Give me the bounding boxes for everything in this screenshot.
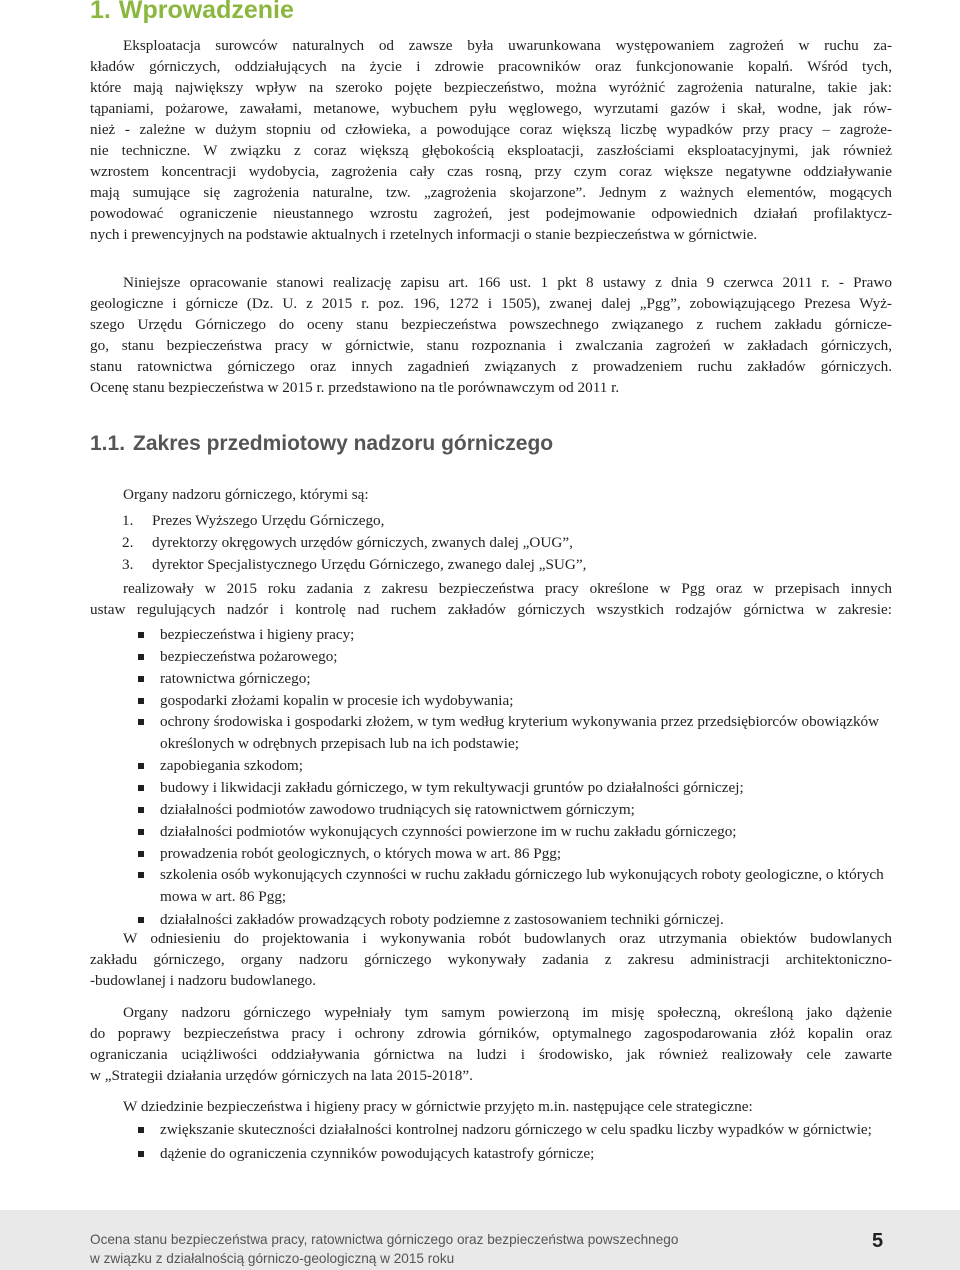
item-text: Prezes Wyższego Urzędu Górniczego, <box>152 512 385 529</box>
text-line: ustaw regulujących nadzór i kontrolę nad ruchem zakładów górniczych wszystkich rodzajów górnictwa w zakresie: <box>90 601 892 618</box>
item-number: 3. <box>122 556 134 573</box>
list-item <box>138 668 892 689</box>
item-number: 1. <box>122 512 134 529</box>
text-line: Niniejsze opracowanie stanowi realizację zapisu art. 166 ust. 1 pkt 8 ustawy z dnia 9 czerwca 2011 r. - Prawo <box>123 274 892 291</box>
text-line: kładów górniczych, oddziałujących na życie i zdrowie pracowników oraz funkcjonowanie kopalń. Wśród tych, <box>90 58 892 75</box>
text-line: Eksploatacja surowców naturalnych od zawsze była uwarunkowana występowaniem zagrożeń w ruchu za- <box>123 37 892 54</box>
square-bullet-icon <box>138 917 144 923</box>
list-item <box>138 646 892 667</box>
text-line: Ocenę stanu bezpieczeństwa w 2015 r. przedstawiono na tle porównawczym od 2011 r. <box>90 379 620 396</box>
text-line: nież - zależne w dużym stopniu od człowieka, a powodujące coraz większą liczbę wypadków przy pracy – zagroże- <box>90 121 892 138</box>
item-text: dyrektor Specjalistycznego Urzędu Górniczego, zwanego dalej „SUG”, <box>152 556 587 573</box>
list-item <box>138 864 892 908</box>
list-item <box>138 777 892 798</box>
text-line: Organy nadzoru górniczego, którymi są: <box>123 486 369 503</box>
square-bullet-icon <box>138 632 144 638</box>
list-item <box>138 1143 892 1164</box>
list-item <box>138 799 892 820</box>
page-footer <box>0 1210 960 1270</box>
square-bullet-icon <box>138 785 144 791</box>
text-line: Organy nadzoru górniczego wypełniały tym samym powierzoną im misję społeczną, określoną jako dążenie <box>123 1004 892 1021</box>
construction-paragraph <box>90 928 892 991</box>
item-text: ratownictwa górniczego; <box>160 670 311 687</box>
list-item <box>138 711 892 755</box>
item-text: szkolenia osób wykonujących czynności w ruchu zakładu górniczego lub wykonujących roboty geologiczne, o których mowa w art. 86 Pgg; <box>160 866 884 905</box>
tasks-paragraph <box>90 578 892 620</box>
list-item <box>122 554 586 575</box>
text-line: szego Urzędu Górniczego do oceny stanu bezpieczeństwa powszechnego związanego z ruchem zakładu górnicze- <box>90 316 892 333</box>
text-line: W dziedzinie bezpieczeństwa i higieny pracy w górnictwie przyjęto m.in. następujące cele strategiczne: <box>123 1098 753 1115</box>
section-title: Zakres przedmiotowy nadzoru górniczego <box>133 432 554 455</box>
section-heading-2 <box>90 432 553 456</box>
section-number: 1.1. <box>90 432 126 455</box>
item-text: dążenie do ograniczenia czynników powodujących katastrofy górnicze; <box>160 1145 595 1162</box>
item-text: zwiększanie skuteczności działalności kontrolnej nadzoru górniczego w celu spadku liczby wypadków w górnictwie; <box>160 1121 872 1138</box>
list-item <box>138 755 892 776</box>
text-line: geologiczne i górnicze (Dz. U. z 2015 r. poz. 196, 1272 i 1505), zwanej dalej „Pgg”, zobowiązującego Prezesa Wyż- <box>90 295 892 312</box>
text-line: W odniesieniu do projektowania i wykonywania robót budowlanych oraz utrzymania obiektów budowlanych <box>123 930 892 947</box>
goals-list <box>138 1119 892 1164</box>
item-text: dyrektorzy okręgowych urzędów górniczych, zwanych dalej „OUG”, <box>152 534 573 551</box>
square-bullet-icon <box>138 763 144 769</box>
square-bullet-icon <box>138 872 144 878</box>
text-line: nie techniczne. W związku z coraz większą głębokością eksploatacji, zaszłościami eksploatacyjnymi, jak również <box>90 142 892 159</box>
page-number: 5 <box>872 1230 884 1252</box>
footer-line: Ocena stanu bezpieczeństwa pracy, ratownictwa górniczego oraz bezpieczeństwa powszechnego <box>90 1232 679 1247</box>
text-line: stanu ratownictwa górniczego oraz innych zagadnień związanych z prowadzeniem ruchu zakładów górniczych. <box>90 358 892 375</box>
square-bullet-icon <box>138 1127 144 1133</box>
item-text: działalności podmiotów zawodowo trudniących się ratownictwem górniczym; <box>160 801 635 818</box>
scope-list <box>138 624 892 930</box>
item-text: bezpieczeństwa pożarowego; <box>160 648 338 665</box>
scope-paragraph <box>90 272 892 398</box>
text-line: nych i prewencyjnych na podstawie aktualnych i rzetelnych informacji o stanie bezpieczeństwa w górnictwie. <box>90 226 758 243</box>
text-line: ograniczania uciążliwości oddziaływania górnictwa na ludzi i środowisko, jak również realizowały cele zawarte <box>90 1046 892 1063</box>
list-item <box>122 510 586 531</box>
square-bullet-icon <box>138 829 144 835</box>
mission-paragraph <box>90 1002 892 1086</box>
text-line: zakładu górniczego, organy nadzoru górniczego wykonywały zadania z zakresu administracji architektoniczno- <box>90 951 892 968</box>
square-bullet-icon <box>138 676 144 682</box>
goals-intro <box>90 1096 892 1117</box>
footer-line: w związku z działalnością górniczo-geologiczną w 2015 roku <box>90 1251 455 1266</box>
item-text: działalności podmiotów wykonujących czynności powierzone im w ruchu zakładu górniczego; <box>160 823 737 840</box>
square-bullet-icon <box>138 719 144 725</box>
section-title: Wprowadzenie <box>118 0 294 24</box>
square-bullet-icon <box>138 1151 144 1157</box>
list-item <box>138 909 892 930</box>
text-line: tąpaniami, pożarowe, zawałami, metanowe, wybuchem pyłu węglowego, wyrzutami gazów i skał, wodne, jak rów- <box>90 100 892 117</box>
section-heading-1 <box>90 0 294 25</box>
list-item <box>138 1119 892 1141</box>
list-item <box>138 843 892 864</box>
item-text: działalności zakładów prowadzących roboty podziemne z zastosowaniem techniki górniczej. <box>160 911 724 928</box>
item-text: budowy i likwidacji zakładu górniczego, w tym rekultywacji gruntów po działalności górniczej; <box>160 779 744 796</box>
section-number: 1. <box>90 0 111 24</box>
text-line: powodować ograniczenie nieustannego wzrostu zagrożeń, jest podejmowanie odpowiednich działań profilaktycz- <box>90 205 892 222</box>
text-line: go, stanu bezpieczeństwa pracy w górnictwie, stanu rozpoznania i zwalczania zagrożeń w zakładach górniczych, <box>90 337 892 354</box>
square-bullet-icon <box>138 851 144 857</box>
list-item <box>138 624 892 645</box>
item-text: prowadzenia robót geologicznych, o których mowa w art. 86 Pgg; <box>160 845 562 862</box>
footer-title <box>90 1230 678 1268</box>
item-text: bezpieczeństwa i higieny pracy; <box>160 626 355 643</box>
text-line: w „Strategii działania urzędów górniczych na lata 2015-2018”. <box>90 1067 473 1084</box>
list-item <box>122 532 586 553</box>
text-line: realizowały w 2015 roku zadania z zakresu bezpieczeństwa pracy określone w Pgg oraz w przepisach innych <box>123 580 892 597</box>
organs-intro <box>90 484 892 505</box>
text-line: mają sumujące się zagrożenia naturalne, tzw. „zagrożenia skojarzone”. Jednym z ważnych elementów, mogących <box>90 184 892 201</box>
text-line: -budowlanej i nadzoru budowlanego. <box>90 972 317 989</box>
square-bullet-icon <box>138 654 144 660</box>
text-line: które mają największy wpływ na szeroko pojęte bezpieczeństwo, można wyróżnić zagrożenia naturalne, takie jak: <box>90 79 892 96</box>
item-number: 2. <box>122 534 134 551</box>
text-line: do poprawy bezpieczeństwa pracy i ochrony zdrowia górników, optymalnego zagospodarowania złóż kopalin oraz <box>90 1025 892 1042</box>
square-bullet-icon <box>138 807 144 813</box>
item-text: gospodarki złożami kopalin w procesie ich wydobywania; <box>160 692 514 709</box>
list-item <box>138 690 892 711</box>
list-item <box>138 821 892 842</box>
text-line: wzrostem koncentracji wydobycia, zagrożenia cały czas rosną, przy czym coraz większe negatywne oddziaływanie <box>90 163 892 180</box>
item-text: ochrony środowiska i gospodarki złożem, w tym według kryterium wykonywania przez przedsiębiorców obowiązków określonych w odrębnych przepisach lub na ich podstawie; <box>160 713 880 752</box>
item-text: zapobiegania szkodom; <box>160 757 303 774</box>
intro-paragraph <box>90 35 892 245</box>
organs-list <box>122 510 586 575</box>
square-bullet-icon <box>138 698 144 704</box>
